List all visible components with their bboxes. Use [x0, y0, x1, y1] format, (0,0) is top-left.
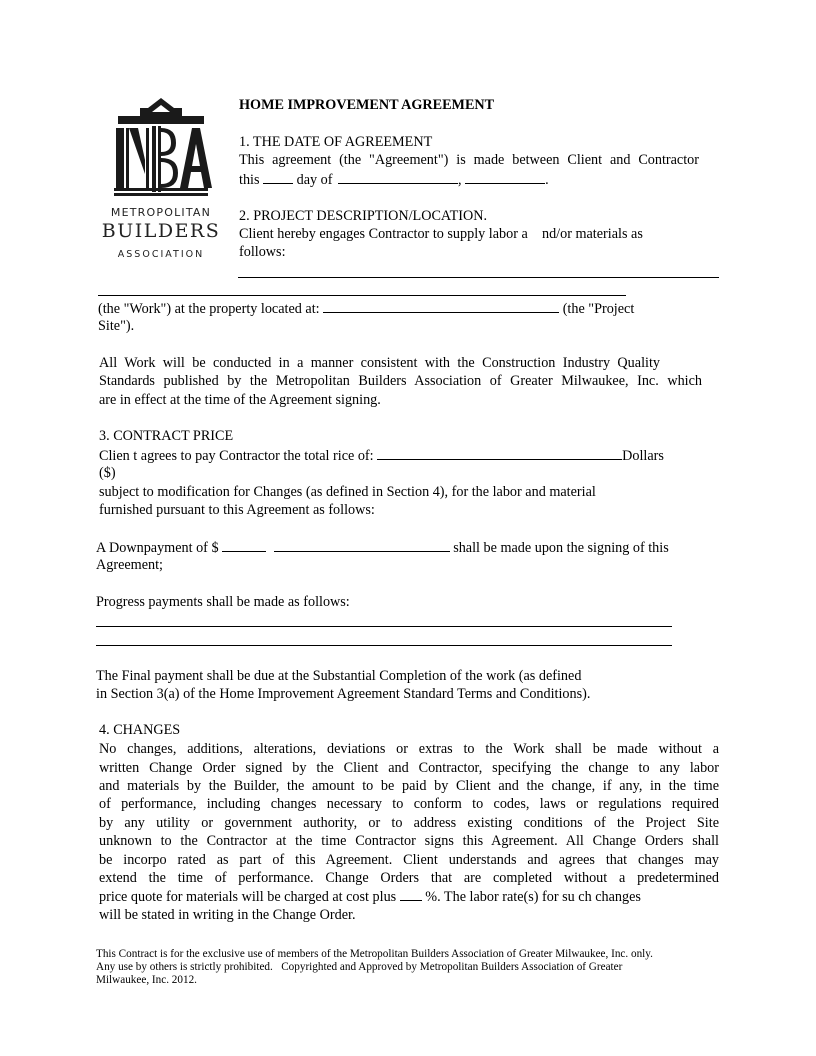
- percent-suffix: %. The labor rate(s) for su ch changes: [425, 889, 641, 905]
- logo-line-builders: BUILDERS: [101, 220, 221, 242]
- section4-heading: 4. CHANGES: [99, 722, 181, 738]
- progress-payments-line-2[interactable]: [96, 645, 672, 646]
- mba-logo: [100, 98, 222, 268]
- downpayment-prefix: A Downpayment of $: [96, 540, 219, 556]
- footer-line-3: Milwaukee, Inc. 2012.: [96, 974, 197, 986]
- mba-monogram-icon: [100, 98, 222, 198]
- downpayment-line: [96, 538, 669, 557]
- section1-line1: This agreement (the "Agreement") is made between Client and Contractor: [239, 152, 699, 168]
- work-description-line-2[interactable]: [98, 295, 626, 296]
- progress-payments-line-1[interactable]: [96, 626, 672, 627]
- total-price-blank[interactable]: [377, 446, 622, 460]
- document-title: HOME IMPROVEMENT AGREEMENT: [239, 97, 495, 113]
- changes-line-6: unknown to the Contractor at the time Contractor signs this Agreement. All Change Orders shall: [99, 833, 719, 849]
- section1-heading: 1. THE DATE OF AGREEMENT: [239, 134, 433, 150]
- contract-price-line: [99, 446, 664, 465]
- downpayment-suffix: shall be made upon the signing of this: [453, 540, 669, 556]
- this-label: this: [239, 172, 260, 188]
- changes-line-8: extend the time of performance. Change Orders that are completed without a predetermined: [99, 870, 719, 886]
- final-payment-line2: in Section 3(a) of the Home Improvement Agreement Standard Terms and Conditions).: [96, 686, 591, 702]
- downpayment-line2: Agreement;: [96, 557, 163, 573]
- section1-date-line: [239, 170, 549, 189]
- changes-line-4: of performance, including changes necessary to conform to codes, laws or regulations required: [99, 796, 719, 812]
- work-suffix: (the "Project: [562, 301, 635, 317]
- logo-line-metropolitan: METROPOLITAN: [110, 206, 212, 219]
- final-payment-line1: The Final payment shall be due at the Substantial Completion of the work (as defined: [96, 668, 582, 684]
- project-site-text: Site").: [98, 318, 135, 334]
- changes-line-7: be incorpo rated as part of this Agreement. Client understands and agrees that changes may: [99, 852, 719, 868]
- changes-line-3: and materials by the Builder, the amount to be paid by Client and the change, if any, in the time: [99, 778, 719, 794]
- section3-line4: furnished pursuant to this Agreement as follows:: [99, 502, 375, 518]
- footer-line-2: Any use by others is strictly prohibited. Copyrighted and Approved by Metropolitan Builders Association of Greater: [96, 961, 623, 973]
- work-location-line: [98, 299, 634, 318]
- standards-line1: All Work will be conducted in a manner consistent with the Construction Industry Quality: [99, 355, 660, 371]
- section3-heading: 3. CONTRACT PRICE: [99, 428, 234, 444]
- price-prefix: Clien t agrees to pay Contractor the total rice of:: [99, 448, 374, 464]
- logo-line-association: ASSOCIATION: [117, 249, 205, 260]
- day-of-label: day of: [296, 172, 333, 188]
- date-period: .: [545, 172, 549, 188]
- section3-line3: subject to modification for Changes (as defined in Section 4), for the labor and material: [99, 484, 596, 500]
- dollars-label: Dollars: [622, 448, 664, 464]
- changes-line-5: by any utility or government authority, or to address existing conditions of the Project Site: [99, 815, 719, 831]
- month-blank[interactable]: [338, 170, 458, 184]
- year-blank[interactable]: [465, 170, 545, 184]
- changes-last-line: will be stated in writing in the Change Order.: [99, 907, 356, 923]
- downpayment-amount-blank[interactable]: [222, 538, 266, 552]
- progress-payments-text: Progress payments shall be made as follows:: [96, 594, 350, 610]
- property-address-blank[interactable]: [323, 299, 559, 313]
- section2-line2: follows:: [239, 244, 286, 260]
- section2-line1: Client hereby engages Contractor to supply labor a nd/or materials as: [239, 226, 643, 242]
- standards-line3: are in effect at the time of the Agreement signing.: [99, 392, 381, 408]
- changes-line-1: No changes, additions, alterations, deviations or extras to the Work shall be made without a: [99, 741, 719, 757]
- changes-percent-line: [99, 887, 641, 906]
- percent-blank[interactable]: [400, 887, 422, 901]
- section2-heading: 2. PROJECT DESCRIPTION/LOCATION.: [239, 208, 488, 224]
- work-prefix: (the "Work") at the property located at:: [98, 301, 320, 317]
- changes-line-2: written Change Order signed by the Client and Contractor, specifying the change to any labor: [99, 760, 719, 776]
- standards-line2: Standards published by the Metropolitan Builders Association of Greater Milwaukee, Inc. which: [99, 373, 702, 389]
- percent-prefix: price quote for materials will be charged at cost plus: [99, 889, 397, 905]
- day-blank[interactable]: [263, 170, 293, 184]
- downpayment-words-blank[interactable]: [274, 538, 450, 552]
- work-description-line-1[interactable]: [238, 277, 719, 278]
- footer-line-1: This Contract is for the exclusive use of members of the Metropolitan Builders Association of Greater Milwaukee, Inc. only.: [96, 948, 653, 960]
- dollar-sign-text: ($): [99, 465, 116, 481]
- date-comma: ,: [458, 172, 462, 188]
